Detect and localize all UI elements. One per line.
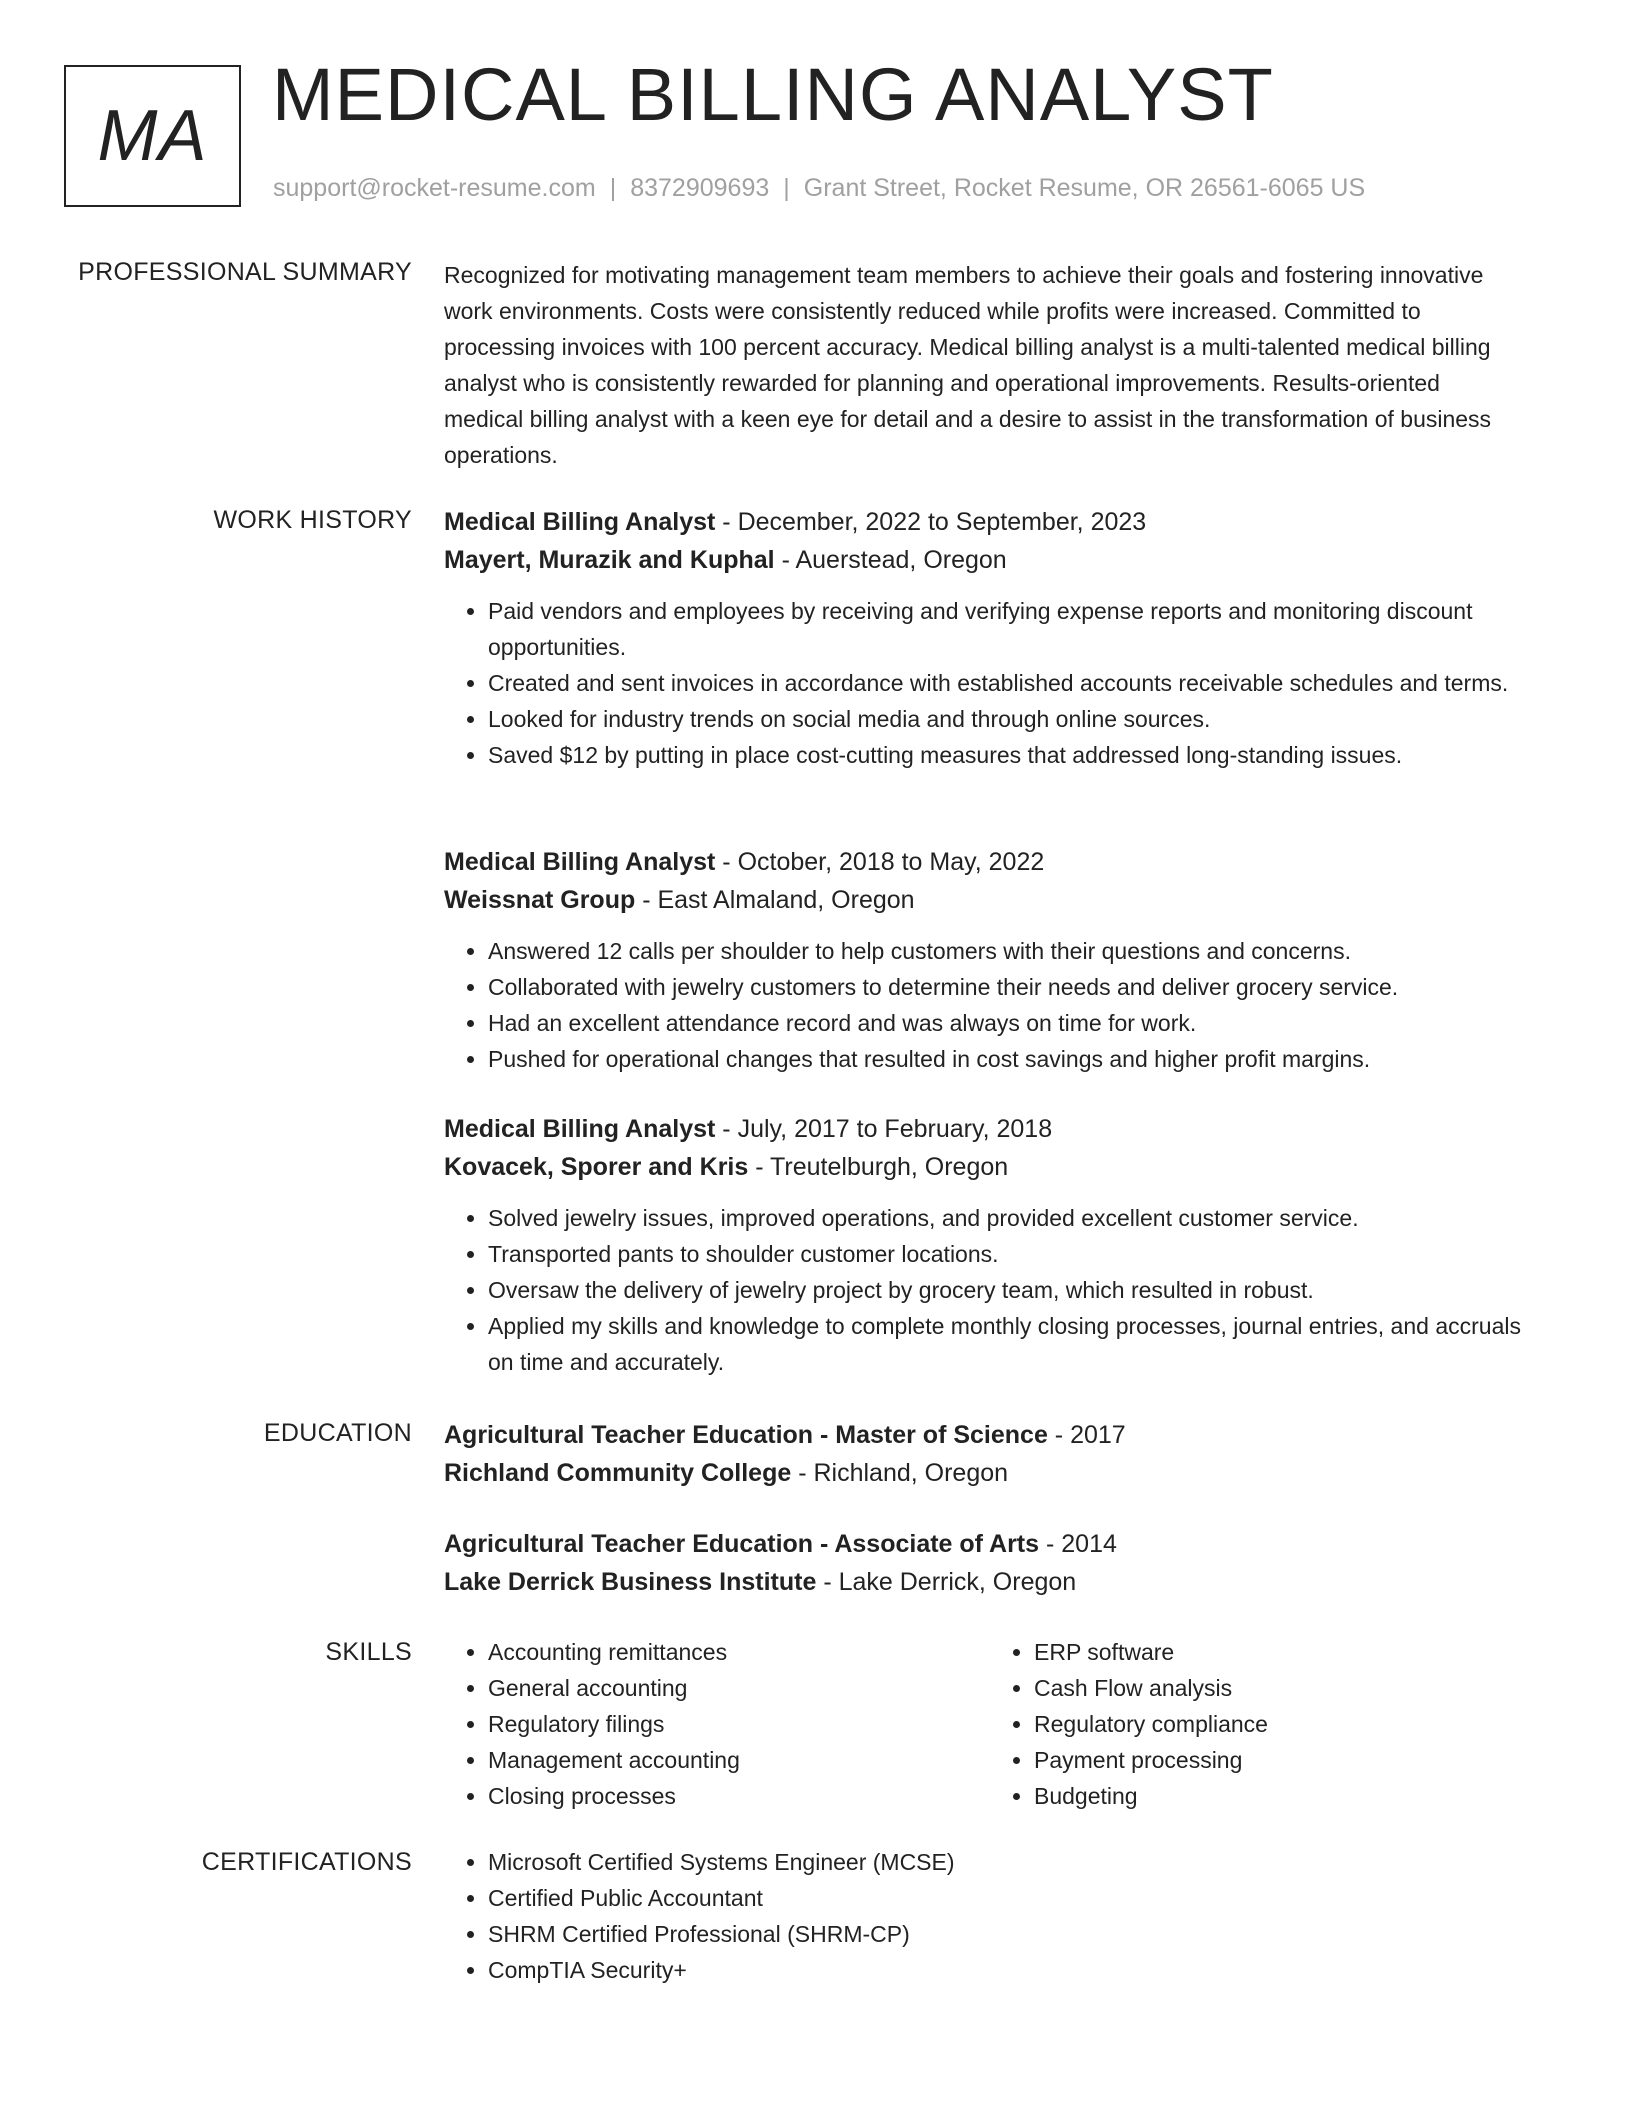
monogram: MA: [97, 96, 208, 176]
job-bullet: • Pushed for operational changes that resulted in cost savings and higher profit margins.: [488, 1041, 1544, 1077]
certification-item: • Certified Public Accountant: [488, 1880, 1544, 1916]
degree-name: Agricultural Teacher Education - Associate of Arts: [444, 1530, 1040, 1558]
section-label-skills: SKILLS: [325, 1638, 412, 1666]
education-entry: [444, 1525, 1544, 1601]
job-entry: [444, 1110, 1544, 1380]
skills-column-right: [990, 1634, 1490, 1814]
skill-item: • Closing processes: [488, 1778, 944, 1814]
job-bullet: • Created and sent invoices in accordance with established accounts receivable schedules and terms.: [488, 665, 1544, 701]
section-label-summary: PROFESSIONAL SUMMARY: [78, 258, 412, 286]
school-line: [444, 1563, 1544, 1601]
skills-column-left: [444, 1634, 944, 1814]
employer-line: [444, 541, 1544, 579]
degree-line: [444, 1525, 1544, 1563]
skill-item: • Management accounting: [488, 1742, 944, 1778]
school-location: - Lake Derrick, Oregon: [816, 1568, 1077, 1596]
contact-address: Grant Street, Rocket Resume, OR 26561-6065 US: [803, 174, 1366, 202]
job-bullet: • Oversaw the delivery of jewelry project by grocery team, which resulted in robust.: [488, 1272, 1544, 1308]
skill-item: • Regulatory filings: [488, 1706, 944, 1742]
education-entry: [444, 1416, 1544, 1492]
summary-text: Recognized for motivating management team members to achieve their goals and fostering innovative work environments. Costs were consistently reduced while profits were increased. Committed to processing invoices with 100 percent accuracy. Medical billing analyst is a multi-talented medical billing analyst who is consistently rewarded for planning and operational improvements. Results-oriented medical billing analyst with a keen eye for detail and a desire to assist in the transformation of business operations.: [444, 262, 1492, 468]
employer-location: - Treutelburgh, Oregon: [748, 1153, 1009, 1181]
employer-name: Mayert, Murazik and Kuphal: [444, 546, 775, 574]
job-bullet: • Answered 12 calls per shoulder to help customers with their questions and concerns.: [488, 933, 1544, 969]
school-location: - Richland, Oregon: [791, 1459, 1009, 1487]
school-name: Richland Community College: [444, 1459, 792, 1487]
job-bullet: • Looked for industry trends on social media and through online sources.: [488, 701, 1544, 737]
job-entry: [444, 843, 1544, 1077]
degree-name: Agricultural Teacher Education - Master of Science: [444, 1421, 1048, 1449]
job-bullet: • Solved jewelry issues, improved operations, and provided excellent customer service.: [488, 1200, 1544, 1236]
job-bullet: • Transported pants to shoulder customer locations.: [488, 1236, 1544, 1272]
skill-item: • Regulatory compliance: [1034, 1706, 1490, 1742]
skill-item: • Payment processing: [1034, 1742, 1490, 1778]
job-title-line: [444, 1110, 1544, 1148]
certifications-list: [444, 1844, 1544, 1988]
job-entry: [444, 503, 1544, 773]
job-title-line: [444, 503, 1544, 541]
resume-title: MEDICAL BILLING ANALYST: [272, 53, 1274, 136]
section-label-certifications: CERTIFICATIONS: [201, 1848, 412, 1876]
skills-list: [444, 1634, 944, 1814]
job-dates: - October, 2018 to May, 2022: [715, 848, 1045, 876]
skill-item: • General accounting: [488, 1670, 944, 1706]
monogram-box: [64, 65, 241, 207]
school-name: Lake Derrick Business Institute: [444, 1568, 817, 1596]
certification-item: • Microsoft Certified Systems Engineer (MCSE): [488, 1844, 1544, 1880]
job-title: Medical Billing Analyst: [444, 848, 716, 876]
employer-location: - Auerstead, Oregon: [774, 546, 1007, 574]
degree-line: [444, 1416, 1544, 1454]
section-label-education: EDUCATION: [263, 1419, 412, 1447]
skill-item: • Budgeting: [1034, 1778, 1490, 1814]
school-line: [444, 1454, 1544, 1492]
job-title-line: [444, 843, 1544, 881]
job-bullets: [444, 933, 1544, 1077]
job-dates: - July, 2017 to February, 2018: [715, 1115, 1053, 1143]
job-bullet: • Paid vendors and employees by receiving and verifying expense reports and monitoring discount opportunities.: [488, 593, 1544, 665]
skills-list: [990, 1634, 1490, 1814]
section-label-work-history: WORK HISTORY: [213, 506, 412, 534]
job-bullet: • Applied my skills and knowledge to complete monthly closing processes, journal entries, and accruals on time and accurately.: [488, 1308, 1544, 1380]
employer-line: [444, 881, 1544, 919]
contact-email: support@rocket-resume.com: [273, 174, 596, 202]
certification-item: • SHRM Certified Professional (SHRM-CP): [488, 1916, 1544, 1952]
employer-location: - East Almaland, Oregon: [635, 886, 915, 914]
degree-year: - 2014: [1039, 1530, 1117, 1558]
certifications-section: [444, 1844, 1544, 1988]
contact-phone: 8372909693: [630, 174, 770, 202]
summary-section: [444, 257, 1504, 473]
job-bullets: [444, 1200, 1544, 1380]
skill-item: • Accounting remittances: [488, 1634, 944, 1670]
skill-item: • ERP software: [1034, 1634, 1490, 1670]
job-title: Medical Billing Analyst: [444, 1115, 716, 1143]
job-bullet: • Saved $12 by putting in place cost-cutting measures that addressed long-standing issues.: [488, 737, 1544, 773]
certification-item: • CompTIA Security+: [488, 1952, 1544, 1988]
degree-year: - 2017: [1047, 1421, 1126, 1449]
job-title: Medical Billing Analyst: [444, 508, 716, 536]
contact-separator: |: [783, 174, 790, 202]
skill-item: • Cash Flow analysis: [1034, 1670, 1490, 1706]
job-bullet: • Collaborated with jewelry customers to determine their needs and deliver grocery service.: [488, 969, 1544, 1005]
contact-separator: |: [609, 174, 617, 202]
job-bullets: [444, 593, 1544, 773]
job-bullet: • Had an excellent attendance record and was always on time for work.: [488, 1005, 1544, 1041]
employer-name: Weissnat Group: [444, 886, 636, 914]
job-dates: - December, 2022 to September, 2023: [715, 508, 1147, 536]
employer-line: [444, 1148, 1544, 1186]
employer-name: Kovacek, Sporer and Kris: [444, 1153, 749, 1181]
contact-line: [273, 174, 1365, 203]
